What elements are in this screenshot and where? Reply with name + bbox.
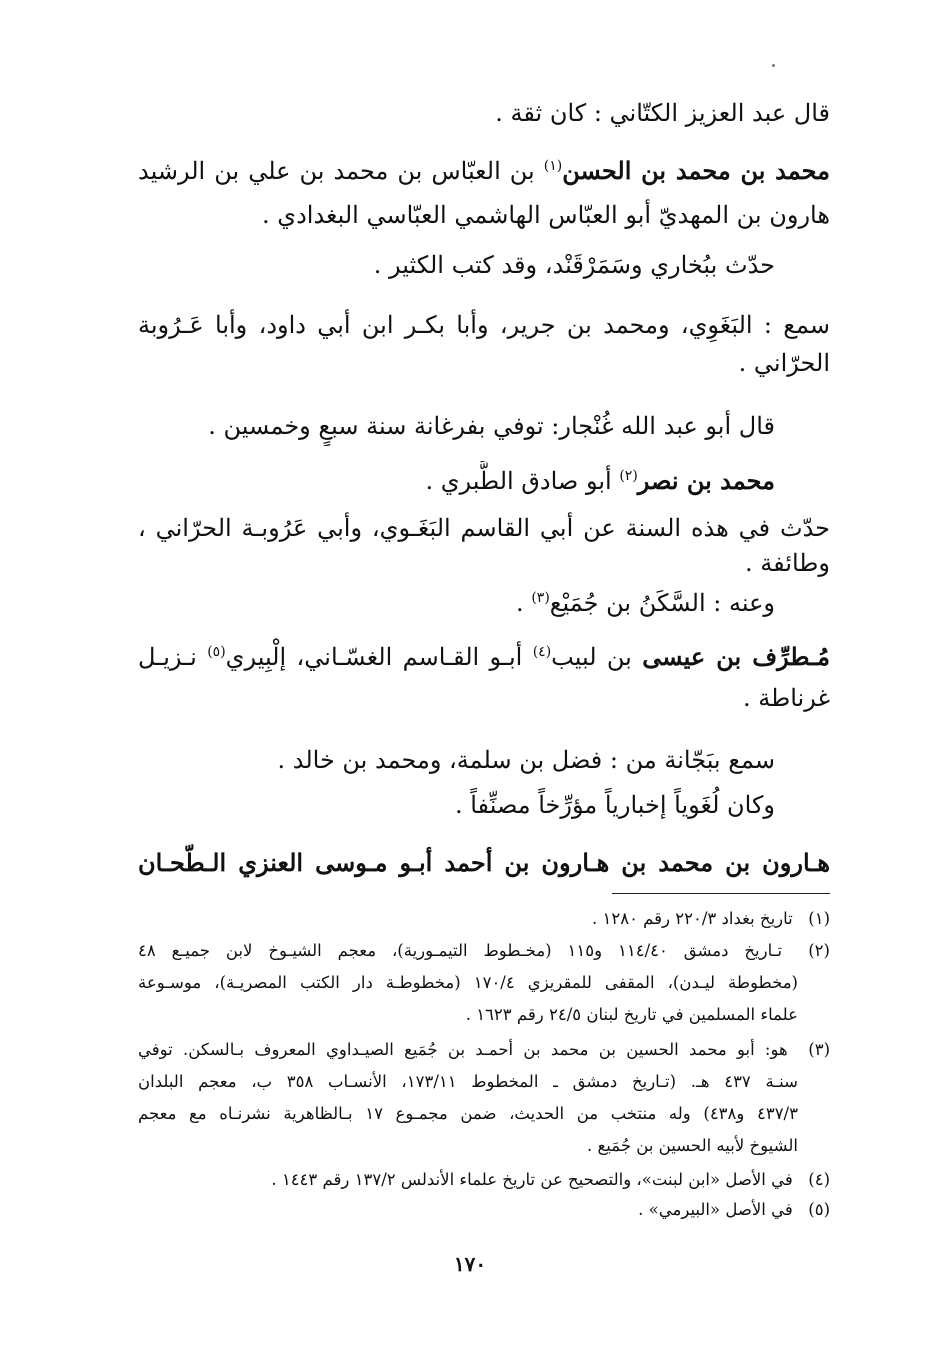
footnote-ref: (٣) — [531, 590, 550, 606]
text-line: وعنه : السَّكَنُ بن جُمَيْع$^{(٣)}$ . — [516, 589, 775, 617]
entry-name: محمد بن نصر — [637, 466, 775, 495]
text-line: هارون بن المهديّ أبو العبّاس الهاشمي العبّاسي البغدادي . — [262, 201, 830, 229]
text-line: سمع : البَغَوِي، ومحمد بن جرير، وأبا بكـر ابن أبي داود، وأبا عَـرُوبة — [138, 311, 830, 339]
footnote-number: (٥) — [808, 1200, 830, 1219]
text-line: الحرّاني . — [738, 349, 830, 377]
text-line: حدّث في هذه السنة عن أبي القاسم البَغَـوي، وأبي عَرُوبـة الحرّاني ، — [138, 514, 830, 542]
footnote-line: الشيوخ لأبيه الحسين بن جُمَيع . — [587, 1136, 798, 1155]
text-line: قال أبو عبد الله غُنْجار: توفي بفرغانة سنة سبعٍ وخمسين . — [208, 412, 775, 440]
footnote-line: علماء المسلمين في تاريخ لبنان ٢٤/٥ رقم ١٦٢٣ . — [465, 1005, 798, 1024]
text-line: وكان لُغَوياً إخبارياً مؤرِّخاً مصنِّفاً . — [454, 791, 775, 819]
text-line: قال عبد العزيز الكتّاني : كان ثقة . — [495, 99, 830, 127]
entry-name: هـارون بن محمد بن هـارون بن أحمد أبـو مـوسى العنزي الـطّحـان — [138, 848, 830, 877]
footnote-number: (٢) — [808, 941, 830, 960]
footnote-ref: (٤) — [532, 644, 552, 660]
footnote-ref: (٢) — [619, 468, 638, 484]
scan-speck — [772, 64, 775, 67]
entry-heading-line: محمد بن نصر$^{(٢)}$ أبو صادق الطَّبري . — [425, 466, 775, 495]
footnote-line: سنـة ٤٣٧ هـ. (تـاريخ دمشق ـ المخطوط ١٧٣/١١، الأنسـاب ٣٥٨ ب، معجم البلدان — [138, 1072, 798, 1091]
footnote-number: (٣) — [808, 1040, 830, 1059]
text-line: سمع ببَجّانة من : فضل بن سلمة، ومحمد بن خالد . — [277, 746, 775, 774]
entry-name: مُـطرِّف بن عيسى — [642, 642, 830, 671]
footnote-ref: (٥) — [207, 644, 226, 660]
footnote: (٣) هو: أبو محمد الحسين بن محمد بن أحمـد بن جُمَيع الصيـداوي المعروف بـالسكن. توفي — [138, 1036, 830, 1064]
footnote-number: (١) — [808, 909, 830, 928]
footnote: (٤) في الأصل «ابن لبنت»، والتصحيح عن تاريخ علماء الأندلس ١٣٧/٢ رقم ١٤٤٣ . — [138, 1166, 830, 1194]
footnote-ref: (١) — [543, 158, 563, 174]
footnote: (١) تاريخ بغداد ٢٢٠/٣ رقم ١٢٨٠ . — [138, 905, 830, 933]
text-line: وطائفة . — [745, 549, 830, 577]
text-line: غرناطة . — [742, 684, 830, 712]
footnote-number: (٤) — [808, 1170, 830, 1189]
footnote: (٥) في الأصل «البيرمي» . — [138, 1196, 830, 1224]
text-line: حدّث ببُخاري وسَمَرْقَنْد، وقد كتب الكثير . — [373, 251, 775, 279]
entry-name: محمد بن محمد بن الحسن — [562, 156, 830, 185]
footnote-line: (مخطوطة ليـدن)، المقفى للمقريزي ١٧٠/٤ (مخطوطـة دار الكتب المصريـة)، موسـوعة — [138, 973, 798, 992]
entry-heading-line — [138, 843, 830, 883]
entry-heading-line: مُـطرِّف بن عيسى بن لبيب$^{(٤)}$ أبـو القـاسم الغسّـاني، إلْبِيري$^{(٥)}$ نـزيـل — [138, 642, 830, 671]
footnote-line: ٤٣٧/٣ و٤٣٨) وله منتخب من الحديث، ضمن مجمـوع ١٧ بـالظاهرية نشرنـاه مع معجم — [138, 1104, 798, 1123]
entry-heading-line: محمد بن محمد بن الحسن$^{(١)}$ بن العبّاس بن محمد بن علي بن الرشيد — [138, 156, 830, 185]
page-number: ١٧٠ — [453, 1252, 487, 1276]
footnote-separator — [612, 893, 830, 894]
footnote: (٢) تـاريخ دمشق ١١٤/٤٠ و١١٥ (مخـطوط التيمـورية)، معجم الشيـوخ لابن جميـع ٤٨ — [138, 937, 830, 965]
